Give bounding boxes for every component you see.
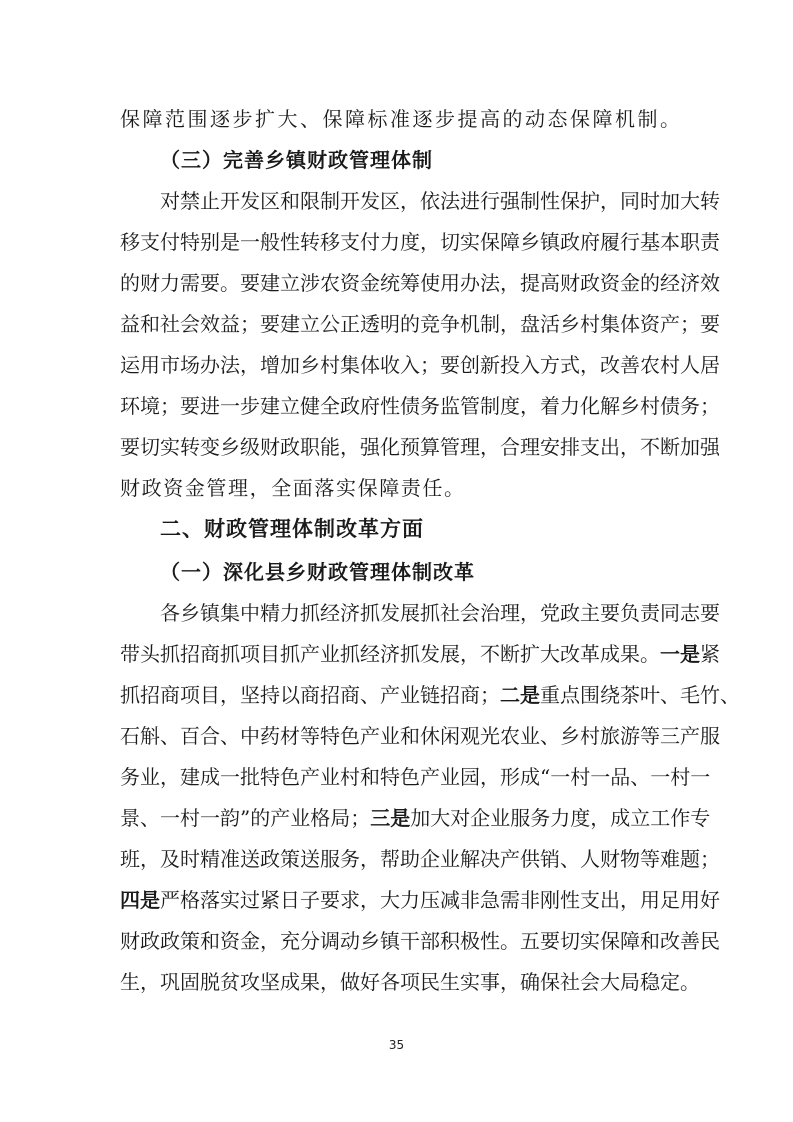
paragraph-line [120, 682, 740, 708]
paragraph-line [120, 887, 720, 913]
section-heading-two: 二、财政管理体制改革方面 [160, 517, 424, 541]
page-number: 35 [388, 1038, 405, 1052]
text-run: 景、一村一韵”的产业格局； [120, 806, 371, 830]
text-run: 严格落实过紧日子要求，大力压减非急需非刚性支出，用足用好 [160, 888, 720, 912]
paragraph-line: 石斛、百合、中药材等特色产业和休闲观光农业、乡村旅游等三产服 [120, 724, 720, 748]
paragraph-line: 对禁止开发区和限制开发区，依法进行强制性保护，同时加大转 [160, 189, 720, 213]
paragraph-line: 保障范围逐步扩大、保障标准逐步提高的动态保障机制。 [120, 107, 680, 131]
paragraph-line: 各乡镇集中精力抓经济抓发展抓社会治理，党政主要负责同志要 [160, 601, 720, 625]
text-run: 抓招商项目，坚持以商招商、产业链招商； [120, 683, 500, 707]
emphasis-text: 二是 [500, 683, 540, 707]
emphasis-text: 三是 [370, 806, 411, 830]
text-run: 紧 [700, 642, 720, 666]
paragraph-line: 移支付特别是一般性转移支付力度，切实保障乡镇政府履行基本职责 [120, 230, 720, 254]
text-run: 带头抓招商抓项目抓产业抓经济抓发展，不断扩大改革成果。 [120, 642, 660, 666]
paragraph-line: 运用市场办法，增加乡村集体收入；要创新投入方式，改善农村人居 [120, 353, 720, 377]
subheading-one: （一）深化县乡财政管理体制改革 [160, 560, 475, 584]
paragraph-line: 的财力需要。要建立涉农资金统筹使用办法，提高财政资金的经济效 [120, 271, 720, 295]
paragraph-line: 财政资金管理，全面落实保障责任。 [120, 476, 466, 500]
paragraph-line [120, 641, 720, 667]
paragraph-line [120, 805, 711, 831]
paragraph-line: 要切实转变乡级财政职能，强化预算管理，合理安排支出，不断加强 [120, 435, 720, 459]
paragraph-line: 环境；要进一步建立健全政府性债务监管制度，着力化解乡村债务； [120, 394, 720, 418]
emphasis-text: 四是 [120, 888, 160, 912]
paragraph-line: 益和社会效益；要建立公正透明的竞争机制，盘活乡村集体资产；要 [120, 312, 720, 336]
paragraph-line: 生，巩固脱贫攻坚成果，做好各项民生实事，确保社会大局稳定。 [120, 970, 700, 994]
paragraph-line: 务业，建成一批特色产业村和特色产业园，形成“一村一品、一村一 [120, 765, 711, 789]
subheading-three: （三）完善乡镇财政管理体制 [160, 148, 433, 172]
paragraph-line: 班，及时精准送政策送服务，帮助企业解决产供销、人财物等难题； [120, 847, 720, 871]
paragraph-line: 财政政策和资金，充分调动乡镇干部积极性。五要切实保障和改善民 [120, 929, 720, 953]
text-run: 重点围绕茶叶、毛竹、 [540, 683, 740, 707]
text-run: 加大对企业服务力度，成立工作专 [410, 806, 711, 830]
emphasis-text: 一是 [660, 642, 700, 666]
